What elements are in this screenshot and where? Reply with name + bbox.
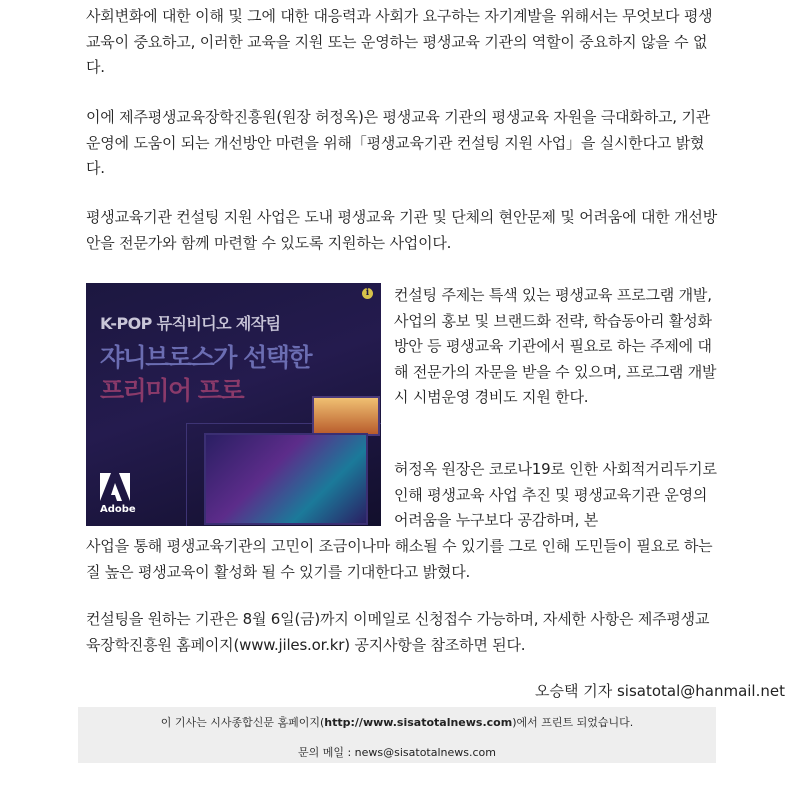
ad-headline-2: 쟈니브로스가 선택한 bbox=[100, 343, 312, 372]
paragraph-4: 컨설팅 주제는 특색 있는 평생교육 프로그램 개발, 사업의 홍보 및 브랜드화 전략, 학습동아리 활성화 방안 등 평생교육 기관에서 필요로 하는 주제에 대해 전문가의 자문을 받을 수 있으며, 프로그램 개발 시 시범운영 경비도 지원 한다. bbox=[394, 286, 717, 407]
print-notice-prefix: 이 기사는 시사종합신문 홈페이지( bbox=[160, 716, 325, 729]
contact-email: 문의 메일 : news@sisatotalnews.com bbox=[297, 746, 497, 759]
paragraph-6: 컨설팅을 원하는 기관은 8월 6일(금)까지 이메일로 신청접수 가능하며, 자세한 사항은 제주평생교육장학진흥원 홈페이지(www.jiles.or.kr) 공지사항을 참조하면 된다. bbox=[86, 610, 710, 654]
paragraph-2: 이에 제주평생교육장학진흥원(원장 허정옥)은 평생교육 기관의 평생교육 자원을 극대화하고, 기관 운영에 도움이 되는 개선방안 마련을 위해「평생교육기관 컨설팅 지원 사업」을 실시한다고 밝혔다. bbox=[86, 108, 711, 178]
print-notice-suffix: )에서 프린트 되었습니다. bbox=[512, 716, 634, 729]
print-notice bbox=[78, 714, 716, 730]
ad-headline-1: K-POP 뮤직비디오 제작팀 bbox=[100, 314, 281, 333]
ad-info-icon[interactable]: i bbox=[362, 288, 373, 299]
paragraph-1: 사회변화에 대한 이해 및 그에 대한 대응력과 사회가 요구하는 자기계발을 위해서는 무엇보다 평생교육이 중요하고, 이러한 교육을 지원 또는 운영하는 평생교육 기관의 역할이 중요하지 않을 수 없다. bbox=[86, 7, 713, 77]
print-notice-url[interactable]: http://www.sisatotalnews.com bbox=[324, 716, 513, 729]
byline: 오승택 기자 sisatotal@hanmail.net bbox=[534, 682, 785, 700]
paragraph-5-part-2: 사업을 통해 평생교육기관의 고민이 조금이나마 해소될 수 있기를 그로 인해 도민들이 필요로 하는 질 높은 평생교육이 활성화 될 수 있기를 기대한다고 밝혔다. bbox=[86, 537, 713, 581]
ad-brand-label: Adobe bbox=[100, 504, 136, 515]
ad-video-scene bbox=[204, 433, 368, 525]
advertisement-banner[interactable] bbox=[86, 283, 381, 526]
paragraph-5-part-1: 허정옥 원장은 코로나19로 인한 사회적거리두기로 인해 평생교육 사업 추진 및 평생교육기관 운영의 어려움을 누구보다 공감하며, 본 bbox=[394, 460, 717, 530]
print-footer bbox=[78, 707, 716, 763]
ad-headline-3: 프리미어 프로 bbox=[100, 376, 244, 405]
paragraph-3: 평생교육기관 컨설팅 지원 사업은 도내 평생교육 기관 및 단체의 현안문제 및 어려움에 대한 개선방안을 전문가와 함께 마련할 수 있도록 지원하는 사업이다. bbox=[86, 208, 717, 252]
ad-video-thumbnail bbox=[312, 396, 380, 436]
adobe-logo-icon bbox=[100, 473, 130, 503]
